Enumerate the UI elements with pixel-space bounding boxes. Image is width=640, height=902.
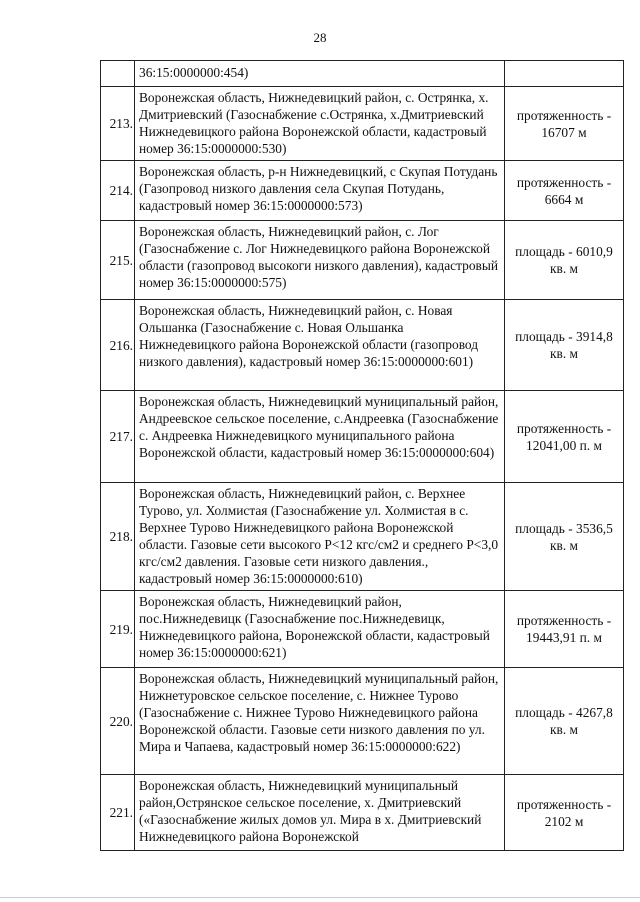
row-number: 220. [101, 668, 135, 775]
row-number: 219. [101, 591, 135, 668]
table-row [101, 775, 624, 851]
property-table [100, 60, 624, 851]
row-number: 217. [101, 391, 135, 483]
page-bottom-edge [0, 897, 640, 902]
row-description: Воронежская область, Нижнедевицкий район, с. Новая Ольшанка (Газоснабжение с. Новая Ольшанка Нижнедевицкого района Воронежской области (газопровод низкого давления), кадастровый номер 36:15:0000000:601) [135, 300, 505, 391]
row-description: Воронежская область, Нижнедевицкий муниципальный район, Андреевское сельское поселение, с.Андреевка (Газоснабжение с. Андреевка Нижнедевицкого муниципального района Воронежской области, кадастровый номер 36:15:0000000:604) [135, 391, 505, 483]
row-number: 216. [101, 300, 135, 391]
row-description: Воронежская область, Нижнедевицкий район, пос.Нижнедевицк (Газоснабжение пос.Нижнедевицк, Нижнедевицкого района, Воронежской области, кадастровый номер 36:15:0000000:621) [135, 591, 505, 668]
row-description: Воронежская область, р-н Нижнедевицкий, с Скупая Потудань (Газопровод низкого давления села Скупая Потудань, кадастровый номер 36:15:0000000:573) [135, 161, 505, 221]
row-measure: протяженность - 19443,91 п. м [505, 591, 624, 668]
row-measure: площадь - 6010,9 кв. м [505, 221, 624, 300]
row-description: Воронежская область, Нижнедевицкий муниципальный район,Острянское сельское поселение, х. Дмитриевский («Газоснабжение жилых домов ул. Мира в х. Дмитриевский Нижнедевицкого района Воронежской [135, 775, 505, 851]
row-description: Воронежская область, Нижнедевицкий район, с. Лог (Газоснабжение с. Лог Нижнедевицкого района Воронежской области (газопровод высокоги низкого давления), кадастровый номер 36:15:0000000:575) [135, 221, 505, 300]
table-row [101, 483, 624, 591]
row-measure: протяженность - 6664 м [505, 161, 624, 221]
row-number: 218. [101, 483, 135, 591]
row-description: Воронежская область, Нижнедевицкий район, с. Острянка, х. Дмитриевский (Газоснабжение с.Острянка, х.Дмитриевский Нижнедевицкого района Воронежской области, кадастровый номер 36:15:0000000:530) [135, 87, 505, 161]
table-row [101, 221, 624, 300]
row-number: 213. [101, 87, 135, 161]
table-row [101, 61, 624, 87]
table-row [101, 300, 624, 391]
row-description: Воронежская область, Нижнедевицкий муниципальный район, Нижнетуровское сельское поселение, с. Нижнее Турово (Газоснабжение с. Нижнее Турово Нижнедевицкого района Воронежской области. Газовые сети низкого давления по ул. Мира и Чапаева, кадастровый номер 36:15:0000000:622) [135, 668, 505, 775]
table-row [101, 87, 624, 161]
row-number: 221. [101, 775, 135, 851]
row-description: Воронежская область, Нижнедевицкий район, с. Верхнее Турово, ул. Холмистая (Газоснабжение ул. Холмистая в с. Верхнее Турово Нижнедевицкого района Воронежской области. Газовые сети высокого P<12 кгс/см2 и среднего P<3,0 кгс/см2 давления. Газовые сети низкого давления., кадастровый номер 36:15:0000000:610) [135, 483, 505, 591]
row-number [101, 61, 135, 87]
row-number: 214. [101, 161, 135, 221]
row-description: 36:15:0000000:454) [135, 61, 505, 87]
row-measure: протяженность - 12041,00 п. м [505, 391, 624, 483]
table-row [101, 161, 624, 221]
table-row [101, 668, 624, 775]
row-measure: протяженность - 16707 м [505, 87, 624, 161]
row-measure [505, 61, 624, 87]
row-number: 215. [101, 221, 135, 300]
row-measure: площадь - 3536,5 кв. м [505, 483, 624, 591]
row-measure: площадь - 4267,8 кв. м [505, 668, 624, 775]
table-row [101, 591, 624, 668]
row-measure: протяженность - 2102 м [505, 775, 624, 851]
page-number: 28 [313, 30, 327, 45]
row-measure: площадь - 3914,8 кв. м [505, 300, 624, 391]
table-row [101, 391, 624, 483]
